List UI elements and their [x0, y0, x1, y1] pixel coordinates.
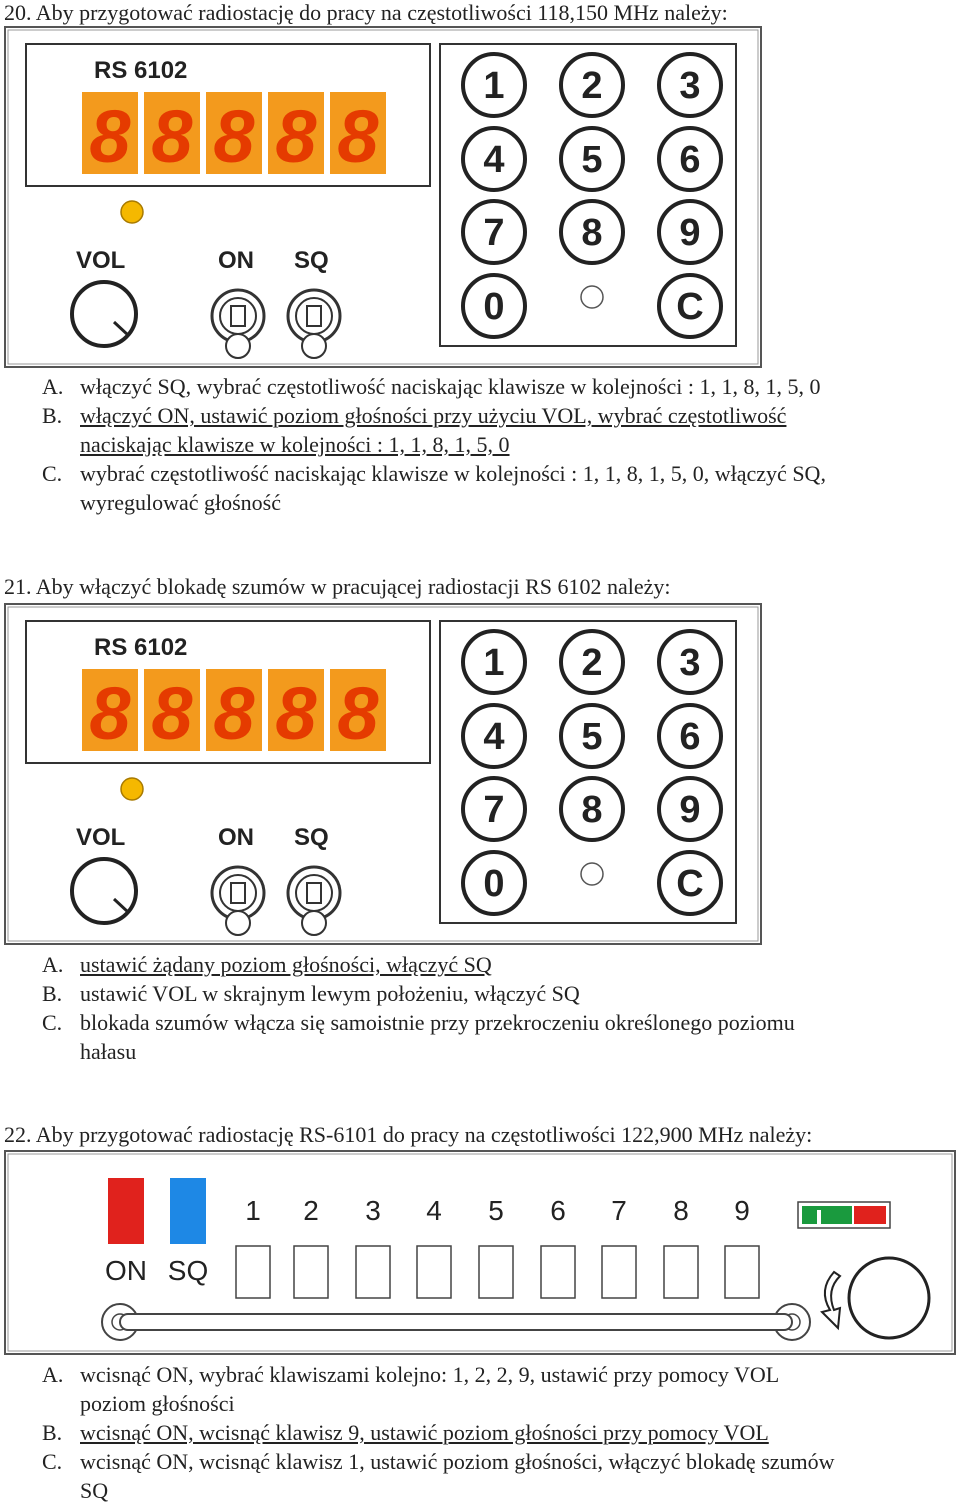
key-6[interactable]: [659, 128, 721, 190]
question-22-title: 22. Aby przygotować radiostację RS-6101 do pracy na częstotliwości 122,900 MHz należy:: [4, 1122, 813, 1147]
svg-text:6: 6: [679, 716, 701, 758]
seven-segment-display: [82, 669, 386, 755]
radio-panel-rs6102: [4, 603, 764, 948]
key-6[interactable]: [659, 705, 721, 767]
keypad-dot: [581, 286, 603, 308]
key-7[interactable]: [463, 778, 525, 840]
svg-text:8: 8: [581, 789, 603, 831]
question-20-title: 20. Aby przygotować radiostację do pracy na częstotliwości 118,150 MHz należy:: [4, 0, 728, 25]
vol-label: VOL: [76, 824, 126, 851]
key-8[interactable]: [561, 778, 623, 840]
indicator-led: [121, 778, 143, 800]
svg-text:7: 7: [483, 212, 505, 254]
key-2[interactable]: [561, 631, 623, 693]
svg-text:5: 5: [488, 1195, 504, 1226]
svg-text:7: 7: [611, 1195, 627, 1226]
question-22-answers: [42, 1360, 952, 1505]
answer-b[interactable]: B. włączyć ON, ustawić poziom głośności przy użyciu VOL, wybrać częstotliwość: [42, 403, 787, 428]
key-0[interactable]: [463, 275, 525, 337]
on-button[interactable]: [108, 1178, 144, 1244]
answer-c-line2: SQ: [80, 1478, 109, 1503]
svg-text:5: 5: [581, 139, 603, 181]
svg-text:0: 0: [483, 863, 505, 905]
svg-text:5: 5: [581, 716, 603, 758]
digit: 8: [89, 95, 131, 178]
svg-text:1: 1: [245, 1195, 261, 1226]
key-4[interactable]: [463, 128, 525, 190]
on-label: ON: [105, 1255, 147, 1286]
model-label: RS 6102: [94, 57, 188, 84]
key-1[interactable]: [463, 54, 525, 116]
svg-text:C: C: [676, 286, 704, 328]
key-8[interactable]: [561, 201, 623, 263]
question-21-answers: [42, 950, 952, 1066]
answer-c[interactable]: C. wybrać częstotliwość naciskając klawisze w kolejności : 1, 1, 8, 1, 5, 0, włączyć SQ,: [42, 461, 826, 486]
svg-text:9: 9: [679, 212, 701, 254]
svg-text:3: 3: [679, 642, 701, 684]
answer-a-line2: poziom głośności: [80, 1391, 235, 1416]
vol-knob[interactable]: [72, 859, 136, 923]
key-3[interactable]: [659, 54, 721, 116]
svg-text:0: 0: [483, 286, 505, 328]
answer-c-line2: wyregulować głośność: [80, 490, 282, 515]
key-c[interactable]: [659, 275, 721, 337]
answer-a[interactable]: A. włączyć SQ, wybrać częstotliwość naciskając klawisze w kolejności : 1, 1, 8, 1, 5, 0: [42, 374, 821, 399]
svg-text:2: 2: [581, 65, 603, 107]
seven-segment-display: [82, 92, 386, 178]
answer-a[interactable]: A. wcisnąć ON, wybrać klawiszami kolejno: 1, 2, 2, 9, ustawić przy pomocy VOL: [42, 1362, 780, 1387]
sq-label: SQ: [294, 824, 329, 851]
signal-meter: [798, 1202, 890, 1228]
svg-text:8: 8: [673, 1195, 689, 1226]
question-20-answers: [42, 372, 952, 517]
digit: 8: [337, 95, 379, 178]
answer-a[interactable]: A. ustawić żądany poziom głośności, włączyć SQ: [42, 952, 492, 977]
key-1[interactable]: [463, 631, 525, 693]
key-2[interactable]: [561, 54, 623, 116]
digit: 8: [275, 672, 317, 755]
answer-b[interactable]: B. wcisnąć ON, wcisnąć klawisz 9, ustawić poziom głośności przy pomocy VOL: [42, 1420, 769, 1445]
digit: 8: [213, 95, 255, 178]
answer-c-line2: hałasu: [80, 1039, 137, 1064]
key-7[interactable]: [463, 201, 525, 263]
sq-label: SQ: [167, 1255, 209, 1286]
sq-button[interactable]: [170, 1178, 206, 1244]
key-4[interactable]: [463, 705, 525, 767]
on-label: ON: [218, 824, 254, 851]
svg-text:1: 1: [483, 642, 505, 684]
answer-c[interactable]: C. wcisnąć ON, wcisnąć klawisz 1, ustawić poziom głośności, włączyć blokadę szumów: [42, 1449, 835, 1474]
svg-text:2: 2: [303, 1195, 319, 1226]
keypad-dot: [581, 863, 603, 885]
vol-knob[interactable]: [72, 282, 136, 346]
radio-panel-rs6102: [4, 26, 764, 371]
svg-text:4: 4: [483, 716, 505, 758]
sq-label: SQ: [294, 247, 329, 274]
key-c[interactable]: [659, 852, 721, 914]
key-3[interactable]: [659, 631, 721, 693]
digit: 8: [213, 672, 255, 755]
svg-text:7: 7: [483, 789, 505, 831]
key-9[interactable]: [659, 201, 721, 263]
svg-text:C: C: [676, 863, 704, 905]
answer-c[interactable]: C. blokada szumów włącza się samoistnie przy przekroczeniu określonego poziomu: [42, 1010, 795, 1035]
key-5[interactable]: [561, 705, 623, 767]
answer-b-line2: naciskając klawisze w kolejności : 1, 1, 8, 1, 5, 0: [80, 432, 510, 457]
on-label: ON: [218, 247, 254, 274]
question-21-title: 21. Aby włączyć blokadę szumów w pracującej radiostacji RS 6102 należy:: [4, 574, 671, 599]
svg-text:4: 4: [426, 1195, 442, 1226]
indicator-led: [121, 201, 143, 223]
svg-text:6: 6: [550, 1195, 566, 1226]
digit: 8: [275, 95, 317, 178]
svg-text:6: 6: [679, 139, 701, 181]
key-0[interactable]: [463, 852, 525, 914]
vol-label: VOL: [76, 247, 126, 274]
svg-text:4: 4: [483, 139, 505, 181]
key-5[interactable]: [561, 128, 623, 190]
vol-knob[interactable]: [849, 1258, 929, 1338]
svg-text:3: 3: [365, 1195, 381, 1226]
svg-text:9: 9: [679, 789, 701, 831]
model-label: RS 6102: [94, 634, 188, 661]
radio-panel-rs6101: [4, 1150, 958, 1358]
svg-text:9: 9: [734, 1195, 750, 1226]
svg-text:1: 1: [483, 65, 505, 107]
digit: 8: [89, 672, 131, 755]
digit: 8: [151, 672, 193, 755]
svg-text:2: 2: [581, 642, 603, 684]
svg-text:3: 3: [679, 65, 701, 107]
digit: 8: [151, 95, 193, 178]
digit: 8: [337, 672, 379, 755]
answer-b[interactable]: B. ustawić VOL w skrajnym lewym położeniu, włączyć SQ: [42, 981, 580, 1006]
key-9[interactable]: [659, 778, 721, 840]
svg-text:8: 8: [581, 212, 603, 254]
